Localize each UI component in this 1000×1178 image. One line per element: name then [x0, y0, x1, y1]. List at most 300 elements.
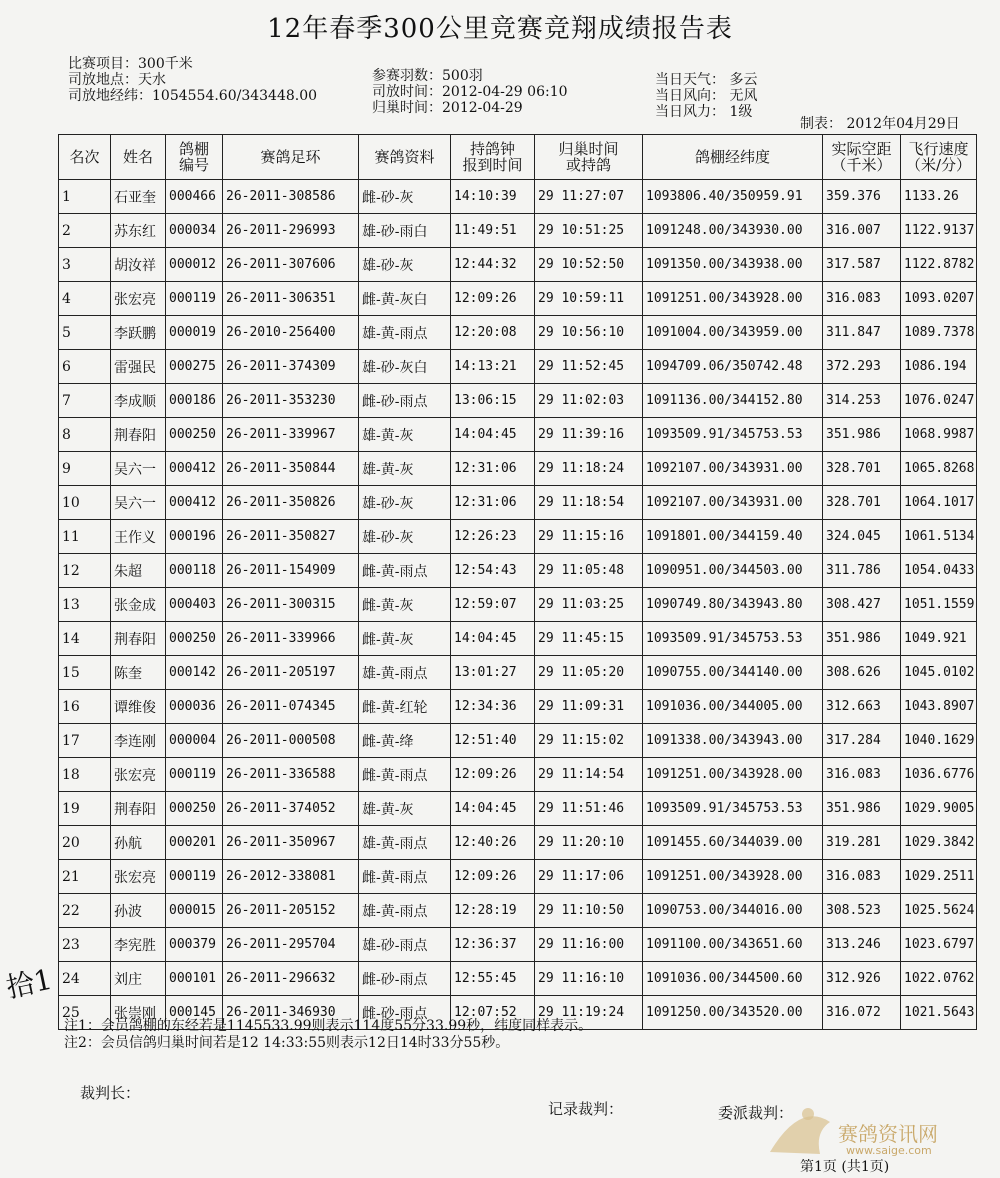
table-row: [59, 928, 977, 962]
table-cell: 29 11:02:03: [535, 384, 643, 418]
table-cell: 26-2011-339966: [223, 622, 359, 656]
table-cell: 000275: [166, 350, 223, 384]
table-cell: 1043.8907: [901, 690, 977, 724]
table-cell: 张崇刚: [111, 996, 166, 1030]
table-cell: 26-2011-336588: [223, 758, 359, 792]
table-cell: 9: [59, 452, 111, 486]
table-cell: 12:31:06: [451, 486, 535, 520]
table-cell: 1091350.00/343938.00: [643, 248, 823, 282]
table-row: [59, 350, 977, 384]
table-cell: 14:10:39: [451, 180, 535, 214]
meta-wind-direction: 当日风向： 无风: [655, 88, 758, 104]
table-cell: 1091100.00/343651.60: [643, 928, 823, 962]
table-cell: 29 11:18:54: [535, 486, 643, 520]
table-cell: 雄-黄-灰: [359, 452, 451, 486]
table-cell: 荆春阳: [111, 418, 166, 452]
table-row: [59, 656, 977, 690]
table-cell: 12:51:40: [451, 724, 535, 758]
table-body: [59, 180, 977, 1030]
table-cell: 000119: [166, 758, 223, 792]
table-cell: 000119: [166, 282, 223, 316]
table-cell: 雄-黄-灰: [359, 792, 451, 826]
table-cell: 雌-砂-雨点: [359, 996, 451, 1030]
table-cell: 328.701: [823, 486, 901, 520]
table-cell: 朱超: [111, 554, 166, 588]
table-cell: 000101: [166, 962, 223, 996]
table-cell: 000186: [166, 384, 223, 418]
table-cell: 26-2011-350967: [223, 826, 359, 860]
sig-assigned-judge: 委派裁判：: [718, 1104, 794, 1122]
table-cell: 14:04:45: [451, 622, 535, 656]
table-cell: 12:07:52: [451, 996, 535, 1030]
table-cell: 351.986: [823, 622, 901, 656]
table-cell: 314.253: [823, 384, 901, 418]
table-cell: 1051.1559: [901, 588, 977, 622]
table-cell: 29 11:05:48: [535, 554, 643, 588]
table-cell: 3: [59, 248, 111, 282]
table-cell: 刘庄: [111, 962, 166, 996]
column-header: 鸽棚 编号: [166, 135, 223, 180]
table-cell: 316.083: [823, 758, 901, 792]
table-cell: 雄-砂-雨点: [359, 928, 451, 962]
table-cell: 1029.3842: [901, 826, 977, 860]
table-cell: 17: [59, 724, 111, 758]
table-cell: 312.663: [823, 690, 901, 724]
table-cell: 1093509.91/345753.53: [643, 418, 823, 452]
table-cell: 18: [59, 758, 111, 792]
table-cell: 29 11:18:24: [535, 452, 643, 486]
table-cell: 1091251.00/343928.00: [643, 282, 823, 316]
table-row: [59, 758, 977, 792]
table-cell: 胡汝祥: [111, 248, 166, 282]
table-cell: 6: [59, 350, 111, 384]
table-cell: 311.786: [823, 554, 901, 588]
table-cell: 李连刚: [111, 724, 166, 758]
table-row: [59, 962, 977, 996]
table-cell: 1133.26: [901, 180, 977, 214]
table-cell: 孙波: [111, 894, 166, 928]
table-row: [59, 622, 977, 656]
table-cell: 26-2011-154909: [223, 554, 359, 588]
table-cell: 14: [59, 622, 111, 656]
handwritten-mark: 拾1: [3, 962, 56, 1005]
table-cell: 351.986: [823, 792, 901, 826]
table-cell: 311.847: [823, 316, 901, 350]
table-cell: 雌-砂-雨点: [359, 384, 451, 418]
table-row: [59, 282, 977, 316]
table-cell: 26-2011-296993: [223, 214, 359, 248]
table-cell: 313.246: [823, 928, 901, 962]
table-cell: 2: [59, 214, 111, 248]
table-row: [59, 588, 977, 622]
table-cell: 雄-黄-灰: [359, 418, 451, 452]
table-cell: 26-2011-205152: [223, 894, 359, 928]
table-cell: 1091136.00/344152.80: [643, 384, 823, 418]
table-cell: 15: [59, 656, 111, 690]
table-cell: 雌-砂-灰: [359, 180, 451, 214]
meta-made-date: 制表： 2012年04月29日: [800, 116, 960, 132]
table-cell: 12:34:36: [451, 690, 535, 724]
table-row: [59, 180, 977, 214]
table-cell: 26-2011-346930: [223, 996, 359, 1030]
table-cell: 荆春阳: [111, 792, 166, 826]
table-cell: 29 10:56:10: [535, 316, 643, 350]
table-cell: 29 11:16:10: [535, 962, 643, 996]
table-cell: 000036: [166, 690, 223, 724]
column-header: 实际空距 （千米）: [823, 135, 901, 180]
table-cell: 19: [59, 792, 111, 826]
table-cell: 石亚奎: [111, 180, 166, 214]
table-cell: 000412: [166, 486, 223, 520]
column-header: 赛鸽资料: [359, 135, 451, 180]
table-cell: 雌-黄-灰: [359, 588, 451, 622]
table-cell: 1076.0247: [901, 384, 977, 418]
table-cell: 1086.194: [901, 350, 977, 384]
table-cell: 1090749.80/343943.80: [643, 588, 823, 622]
table-cell: 29 11:52:45: [535, 350, 643, 384]
table-row: [59, 690, 977, 724]
table-cell: 13:01:27: [451, 656, 535, 690]
table-cell: 1122.9137: [901, 214, 977, 248]
table-cell: 雄-砂-雨白: [359, 214, 451, 248]
table-cell: 1092107.00/343931.00: [643, 452, 823, 486]
watermark-url: www.saige.com: [846, 1144, 932, 1157]
table-cell: 1094709.06/350742.48: [643, 350, 823, 384]
table-cell: 1090755.00/344140.00: [643, 656, 823, 690]
table-cell: 13: [59, 588, 111, 622]
meta-wind-force: 当日风力： 1级: [655, 104, 753, 120]
table-cell: 26-2011-339967: [223, 418, 359, 452]
table-cell: 308.626: [823, 656, 901, 690]
meta-left: [68, 56, 317, 104]
table-row: [59, 860, 977, 894]
table-cell: 张宏亮: [111, 860, 166, 894]
meta-release-site: 司放地点：天水: [68, 72, 166, 88]
table-cell: 000201: [166, 826, 223, 860]
page-footer: 第1页 (共1页): [800, 1159, 890, 1175]
table-cell: 359.376: [823, 180, 901, 214]
table-cell: 26-2011-296632: [223, 962, 359, 996]
notes: [64, 1018, 592, 1052]
table-cell: 12: [59, 554, 111, 588]
table-cell: 11: [59, 520, 111, 554]
table-cell: 29 11:27:07: [535, 180, 643, 214]
table-cell: 25: [59, 996, 111, 1030]
table-cell: 张金成: [111, 588, 166, 622]
table-cell: 26-2011-308586: [223, 180, 359, 214]
table-cell: 谭维俊: [111, 690, 166, 724]
table-cell: 12:40:26: [451, 826, 535, 860]
table-cell: 000118: [166, 554, 223, 588]
table-row: [59, 554, 977, 588]
table-cell: 29 10:59:11: [535, 282, 643, 316]
column-header: 归巢时间 或持鸽: [535, 135, 643, 180]
table-cell: 1045.0102: [901, 656, 977, 690]
table-cell: 29 11:03:25: [535, 588, 643, 622]
column-header: 鸽棚经纬度: [643, 135, 823, 180]
report-title: 12年春季300公里竞赛竞翔成绩报告表: [267, 14, 733, 44]
table-cell: 1029.2511: [901, 860, 977, 894]
table-row: [59, 520, 977, 554]
table-cell: 12:09:26: [451, 860, 535, 894]
table-cell: 24: [59, 962, 111, 996]
table-cell: 雌-黄-雨点: [359, 860, 451, 894]
column-header: 名次: [59, 135, 111, 180]
table-cell: 26-2011-074345: [223, 690, 359, 724]
table-cell: 000250: [166, 792, 223, 826]
table-cell: 308.427: [823, 588, 901, 622]
table-cell: 1022.0762: [901, 962, 977, 996]
table-cell: 8: [59, 418, 111, 452]
table-cell: 雄-黄-雨点: [359, 656, 451, 690]
table-cell: 324.045: [823, 520, 901, 554]
table-row: [59, 248, 977, 282]
table-cell: 26-2011-295704: [223, 928, 359, 962]
table-cell: 328.701: [823, 452, 901, 486]
table-cell: 12:59:07: [451, 588, 535, 622]
meta-entries: 参赛羽数：500羽: [372, 68, 483, 84]
table-cell: 000412: [166, 452, 223, 486]
table-row: [59, 452, 977, 486]
table-cell: 26-2011-350844: [223, 452, 359, 486]
table-cell: 10: [59, 486, 111, 520]
table-cell: 372.293: [823, 350, 901, 384]
sig-record-judge: 记录裁判：: [548, 1100, 624, 1118]
table-cell: 000250: [166, 622, 223, 656]
table-cell: 29 11:14:54: [535, 758, 643, 792]
table-cell: 张宏亮: [111, 758, 166, 792]
table-cell: 12:36:37: [451, 928, 535, 962]
table-cell: 12:44:32: [451, 248, 535, 282]
table-cell: 1061.5134: [901, 520, 977, 554]
table-cell: 26-2011-307606: [223, 248, 359, 282]
table-cell: 29 11:45:15: [535, 622, 643, 656]
table-cell: 26-2011-374309: [223, 350, 359, 384]
table-cell: 张宏亮: [111, 282, 166, 316]
table-cell: 000379: [166, 928, 223, 962]
table-cell: 000145: [166, 996, 223, 1030]
watermark-text: 赛鸽资讯网: [838, 1122, 938, 1146]
table-cell: 29 11:51:46: [535, 792, 643, 826]
table-cell: 000119: [166, 860, 223, 894]
table-cell: 1091036.00/344005.00: [643, 690, 823, 724]
table-cell: 11:49:51: [451, 214, 535, 248]
table-cell: 000015: [166, 894, 223, 928]
table-cell: 1091338.00/343943.00: [643, 724, 823, 758]
results-table: [58, 134, 977, 1030]
meta-mid: [372, 68, 568, 116]
table-cell: 荆春阳: [111, 622, 166, 656]
table-cell: 雌-黄-灰: [359, 622, 451, 656]
table-cell: 1023.6797: [901, 928, 977, 962]
table-cell: 1090951.00/344503.00: [643, 554, 823, 588]
table-cell: 李跃鹏: [111, 316, 166, 350]
table-row: [59, 214, 977, 248]
table-row: [59, 486, 977, 520]
table-cell: 14:04:45: [451, 418, 535, 452]
table-cell: 1091004.00/343959.00: [643, 316, 823, 350]
table-row: [59, 792, 977, 826]
table-cell: 1091036.00/344500.60: [643, 962, 823, 996]
table-cell: 12:09:26: [451, 758, 535, 792]
table-cell: 1091455.60/344039.00: [643, 826, 823, 860]
table-cell: 1093.0207: [901, 282, 977, 316]
table-cell: 317.284: [823, 724, 901, 758]
meta-weather: 当日天气： 多云: [655, 72, 758, 88]
table-header-row: [59, 135, 977, 180]
table-cell: 316.083: [823, 282, 901, 316]
table-cell: 12:54:43: [451, 554, 535, 588]
table-cell: 4: [59, 282, 111, 316]
table-cell: 26-2011-300315: [223, 588, 359, 622]
meta-release-coords: 司放地经纬：1054554.60/343448.00: [68, 88, 318, 104]
table-cell: 26-2011-350827: [223, 520, 359, 554]
table-cell: 20: [59, 826, 111, 860]
table-cell: 26-2011-000508: [223, 724, 359, 758]
table-cell: 5: [59, 316, 111, 350]
table-cell: 1025.5624: [901, 894, 977, 928]
table-cell: 29 11:15:02: [535, 724, 643, 758]
table-row: [59, 724, 977, 758]
table-cell: 雄-黄-雨点: [359, 894, 451, 928]
table-cell: 孙航: [111, 826, 166, 860]
table-cell: 雌-黄-雨点: [359, 758, 451, 792]
table-cell: 1054.0433: [901, 554, 977, 588]
table-cell: 雌-黄-绛: [359, 724, 451, 758]
table-cell: 雄-黄-雨点: [359, 316, 451, 350]
column-header: 赛鸽足环: [223, 135, 359, 180]
table-cell: 14:04:45: [451, 792, 535, 826]
table-cell: 雄-砂-灰: [359, 248, 451, 282]
note-1: 注1：会员鸽棚的东经若是1145533.99则表示114度55分33.99秒，纬度同样表示。: [64, 1018, 593, 1034]
table-row: [59, 384, 977, 418]
table-cell: 1093509.91/345753.53: [643, 622, 823, 656]
table-cell: 吴六一: [111, 486, 166, 520]
table-cell: 1040.1629: [901, 724, 977, 758]
table-cell: 000142: [166, 656, 223, 690]
table-row: [59, 418, 977, 452]
table-cell: 351.986: [823, 418, 901, 452]
table-cell: 21: [59, 860, 111, 894]
table-cell: 1036.6776: [901, 758, 977, 792]
table-cell: 26-2012-338081: [223, 860, 359, 894]
table-cell: 16: [59, 690, 111, 724]
table-cell: 319.281: [823, 826, 901, 860]
table-cell: 1091248.00/343930.00: [643, 214, 823, 248]
table-cell: 12:09:26: [451, 282, 535, 316]
table-cell: 雄-砂-灰白: [359, 350, 451, 384]
meta-return-date: 归巢时间：2012-04-29: [372, 100, 523, 116]
table-cell: 29 11:20:10: [535, 826, 643, 860]
table-cell: 000196: [166, 520, 223, 554]
table-cell: 312.926: [823, 962, 901, 996]
table-cell: 1092107.00/343931.00: [643, 486, 823, 520]
table-cell: 雄-砂-灰: [359, 520, 451, 554]
table-cell: 雄-砂-灰: [359, 486, 451, 520]
table-cell: 26-2011-350826: [223, 486, 359, 520]
table-cell: 29 11:09:31: [535, 690, 643, 724]
table-cell: 12:31:06: [451, 452, 535, 486]
table-cell: 26-2010-256400: [223, 316, 359, 350]
table-cell: 雄-黄-雨点: [359, 826, 451, 860]
table-cell: 1068.9987: [901, 418, 977, 452]
table-cell: 000466: [166, 180, 223, 214]
table-cell: 29 11:19:24: [535, 996, 643, 1030]
table-cell: 29 11:17:06: [535, 860, 643, 894]
table-cell: 1049.921: [901, 622, 977, 656]
table-cell: 26-2011-374052: [223, 792, 359, 826]
table-cell: 26-2011-205197: [223, 656, 359, 690]
table-row: [59, 894, 977, 928]
table-cell: 000250: [166, 418, 223, 452]
table-cell: 23: [59, 928, 111, 962]
table-cell: 1090753.00/344016.00: [643, 894, 823, 928]
meta-right: [655, 72, 757, 120]
table-cell: 29 11:39:16: [535, 418, 643, 452]
sig-chief-judge: 裁判长：: [80, 1084, 141, 1102]
column-header: 姓名: [111, 135, 166, 180]
meta-event: 比赛项目：300千米: [68, 56, 193, 72]
table-cell: 李成顺: [111, 384, 166, 418]
table-cell: 14:13:21: [451, 350, 535, 384]
table-cell: 000034: [166, 214, 223, 248]
table-cell: 29 11:10:50: [535, 894, 643, 928]
table-cell: 1029.9005: [901, 792, 977, 826]
table-cell: 13:06:15: [451, 384, 535, 418]
table-cell: 雷强民: [111, 350, 166, 384]
table-cell: 1065.8268: [901, 452, 977, 486]
table-cell: 1091251.00/343928.00: [643, 758, 823, 792]
table-cell: 000403: [166, 588, 223, 622]
table-cell: 29 11:16:00: [535, 928, 643, 962]
meta-release-time: 司放时间：2012-04-29 06:10: [372, 84, 568, 100]
table-cell: 000004: [166, 724, 223, 758]
table-cell: 雌-砂-雨点: [359, 962, 451, 996]
table-cell: 12:55:45: [451, 962, 535, 996]
table-cell: 1091801.00/344159.40: [643, 520, 823, 554]
note-2: 注2：会员信鸽归巢时间若是12 14:33:55则表示12日14时33分55秒。: [64, 1035, 510, 1051]
table-cell: 雌-黄-红轮: [359, 690, 451, 724]
table-cell: 雌-黄-灰白: [359, 282, 451, 316]
table-cell: 1089.7378: [901, 316, 977, 350]
table-cell: 316.072: [823, 996, 901, 1030]
table-cell: 26-2011-353230: [223, 384, 359, 418]
table-cell: 22: [59, 894, 111, 928]
table-cell: 29 11:15:16: [535, 520, 643, 554]
table-cell: 308.523: [823, 894, 901, 928]
table-cell: 1093806.40/350959.91: [643, 180, 823, 214]
table-cell: 1: [59, 180, 111, 214]
table-cell: 000012: [166, 248, 223, 282]
table-cell: 1091251.00/343928.00: [643, 860, 823, 894]
table-cell: 吴六一: [111, 452, 166, 486]
table-cell: 317.587: [823, 248, 901, 282]
column-header: 持鸽钟 报到时间: [451, 135, 535, 180]
table-row: [59, 316, 977, 350]
table-cell: 苏东红: [111, 214, 166, 248]
table-cell: 李宪胜: [111, 928, 166, 962]
table-cell: 29 11:05:20: [535, 656, 643, 690]
table-cell: 1064.1017: [901, 486, 977, 520]
table-cell: 7: [59, 384, 111, 418]
table-cell: 29 10:52:50: [535, 248, 643, 282]
table-cell: 29 10:51:25: [535, 214, 643, 248]
table-cell: 1021.5643: [901, 996, 977, 1030]
table-cell: 12:26:23: [451, 520, 535, 554]
table-cell: 1091250.00/343520.00: [643, 996, 823, 1030]
table-cell: 316.083: [823, 860, 901, 894]
table-cell: 1122.8782: [901, 248, 977, 282]
